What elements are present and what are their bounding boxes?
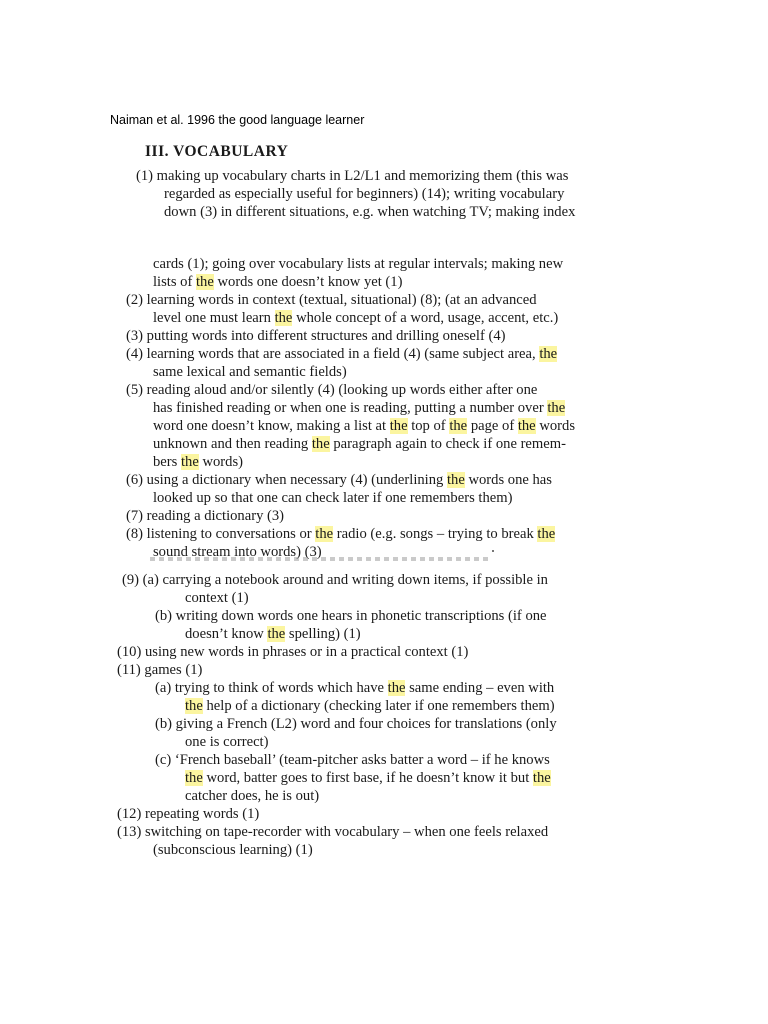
- text-run: (4) learning words that are associated in a field (4) (same subject area,: [126, 346, 540, 362]
- scan-speck: [492, 550, 494, 552]
- text-line: [153, 841, 313, 859]
- text-line: [153, 255, 563, 273]
- section-heading: III. VOCABULARY: [145, 143, 289, 160]
- text-run: regarded as especially useful for beginners) (14); writing vocabulary: [164, 186, 565, 202]
- text-line: [153, 363, 347, 381]
- text-run: (8) listening to conversations or: [126, 526, 316, 542]
- text-run: word one doesn’t know, making a list at: [153, 418, 390, 434]
- text-line: [185, 733, 268, 751]
- text-run: (subconscious learning) (1): [153, 842, 313, 858]
- highlighted-word: the: [532, 770, 551, 786]
- highlighted-word: the: [311, 436, 330, 452]
- text-line: [126, 471, 552, 489]
- text-run: (c) ‘French baseball’ (team-pitcher asks batter a word – if he knows: [155, 752, 550, 768]
- text-run: has finished reading or when one is reading, putting a number over: [153, 400, 548, 416]
- text-line: [185, 787, 319, 805]
- text-line: [185, 589, 249, 607]
- text-run: words one doesn’t know yet (1): [213, 274, 403, 290]
- highlighted-word: the: [387, 680, 406, 696]
- text-run: (2) learning words in context (textual, situational) (8); (at an advanced: [126, 292, 537, 308]
- text-run: (3) putting words into different structures and drilling oneself (4): [126, 328, 506, 344]
- text-line: [117, 805, 259, 823]
- highlighted-word: the: [180, 454, 199, 470]
- text-line: [126, 327, 506, 345]
- highlighted-word: the: [274, 310, 293, 326]
- highlighted-word: the: [517, 418, 536, 434]
- text-line: [122, 571, 548, 589]
- highlighted-word: the: [185, 698, 203, 714]
- text-line: [185, 625, 361, 643]
- text-run: same lexical and semantic fields): [153, 364, 347, 380]
- text-run: level one must learn: [153, 310, 275, 326]
- scan-cut-line: [150, 557, 490, 561]
- text-run: page of: [467, 418, 518, 434]
- text-run: sound stream into words) (3): [153, 544, 322, 560]
- text-run: (5) reading aloud and/or silently (4) (looking up words either after one: [126, 382, 538, 398]
- document-caption: Naiman et al. 1996 the good language learner: [110, 113, 365, 127]
- text-line: [126, 345, 557, 363]
- text-run: lists of: [153, 274, 196, 290]
- text-run: top of: [407, 418, 450, 434]
- text-run: (9) (a) carrying a notebook around and writing down items, if possible in: [122, 572, 548, 588]
- text-line: [126, 381, 537, 399]
- text-run: help of a dictionary (checking later if one remembers them): [202, 698, 555, 714]
- text-line: [185, 769, 551, 787]
- highlighted-word: the: [539, 346, 558, 362]
- text-run: (1) making up vocabulary charts in L2/L1 and memorizing them (this was: [136, 168, 569, 184]
- text-run: (10) using new words in phrases or in a practical context (1): [117, 644, 469, 660]
- highlighted-word: the: [185, 770, 203, 786]
- text-line: [153, 453, 243, 471]
- text-line: [117, 643, 468, 661]
- text-run: looked up so that one can check later if one remembers them): [153, 490, 513, 506]
- text-line: [164, 185, 564, 203]
- text-run: whole concept of a word, usage, accent, etc.): [292, 310, 559, 326]
- text-run: context (1): [185, 590, 249, 606]
- text-run: (a) trying to think of words which have: [155, 680, 388, 696]
- text-line: [136, 167, 568, 185]
- text-run: word, batter goes to first base, if he doesn’t know it but: [202, 770, 533, 786]
- text-line: [117, 661, 202, 679]
- text-run: (11) games (1): [117, 662, 203, 678]
- highlighted-word: the: [267, 626, 286, 642]
- text-run: same ending – even with: [405, 680, 555, 696]
- text-line: [155, 679, 554, 697]
- text-run: paragraph again to check if one remem-: [329, 436, 566, 452]
- text-line: [153, 399, 565, 417]
- text-run: (6) using a dictionary when necessary (4) (underlining: [126, 472, 447, 488]
- text-run: words): [198, 454, 243, 470]
- text-line: [126, 291, 537, 309]
- text-run: bers: [153, 454, 181, 470]
- text-run: (7) reading a dictionary (3): [126, 508, 285, 524]
- text-run: radio (e.g. songs – trying to break: [333, 526, 538, 542]
- text-run: down (3) in different situations, e.g. when watching TV; making index: [164, 204, 576, 220]
- text-run: spelling) (1): [285, 626, 361, 642]
- text-run: unknown and then reading: [153, 436, 312, 452]
- text-line: [155, 715, 557, 733]
- text-line: [164, 203, 575, 221]
- text-line: [155, 607, 547, 625]
- highlighted-word: the: [547, 400, 566, 416]
- text-line: [153, 435, 566, 453]
- text-line: [153, 489, 512, 507]
- text-run: (b) giving a French (L2) word and four choices for translations (only: [155, 716, 557, 732]
- highlighted-word: the: [195, 274, 214, 290]
- text-run: (13) switching on tape-recorder with vocabulary – when one feels relaxed: [117, 824, 549, 840]
- text-run: cards (1); going over vocabulary lists at regular intervals; making new: [153, 256, 564, 272]
- text-run: catcher does, he is out): [185, 788, 320, 804]
- text-line: [155, 751, 550, 769]
- text-run: (b) writing down words one hears in phonetic transcriptions (if one: [155, 608, 547, 624]
- text-run: doesn’t know: [185, 626, 268, 642]
- highlighted-word: the: [315, 526, 334, 542]
- highlighted-word: the: [389, 418, 408, 434]
- text-line: [126, 525, 555, 543]
- text-line: [117, 823, 548, 841]
- highlighted-word: the: [449, 418, 468, 434]
- text-line: [126, 507, 284, 525]
- text-line: [153, 273, 402, 291]
- text-line: [185, 697, 555, 715]
- highlighted-word: the: [446, 472, 465, 488]
- text-line: [153, 309, 558, 327]
- text-run: one is correct): [185, 734, 269, 750]
- highlighted-word: the: [537, 526, 556, 542]
- text-line: [153, 417, 575, 435]
- text-run: (12) repeating words (1): [117, 806, 260, 822]
- text-run: words one has: [464, 472, 552, 488]
- text-run: words: [535, 418, 575, 434]
